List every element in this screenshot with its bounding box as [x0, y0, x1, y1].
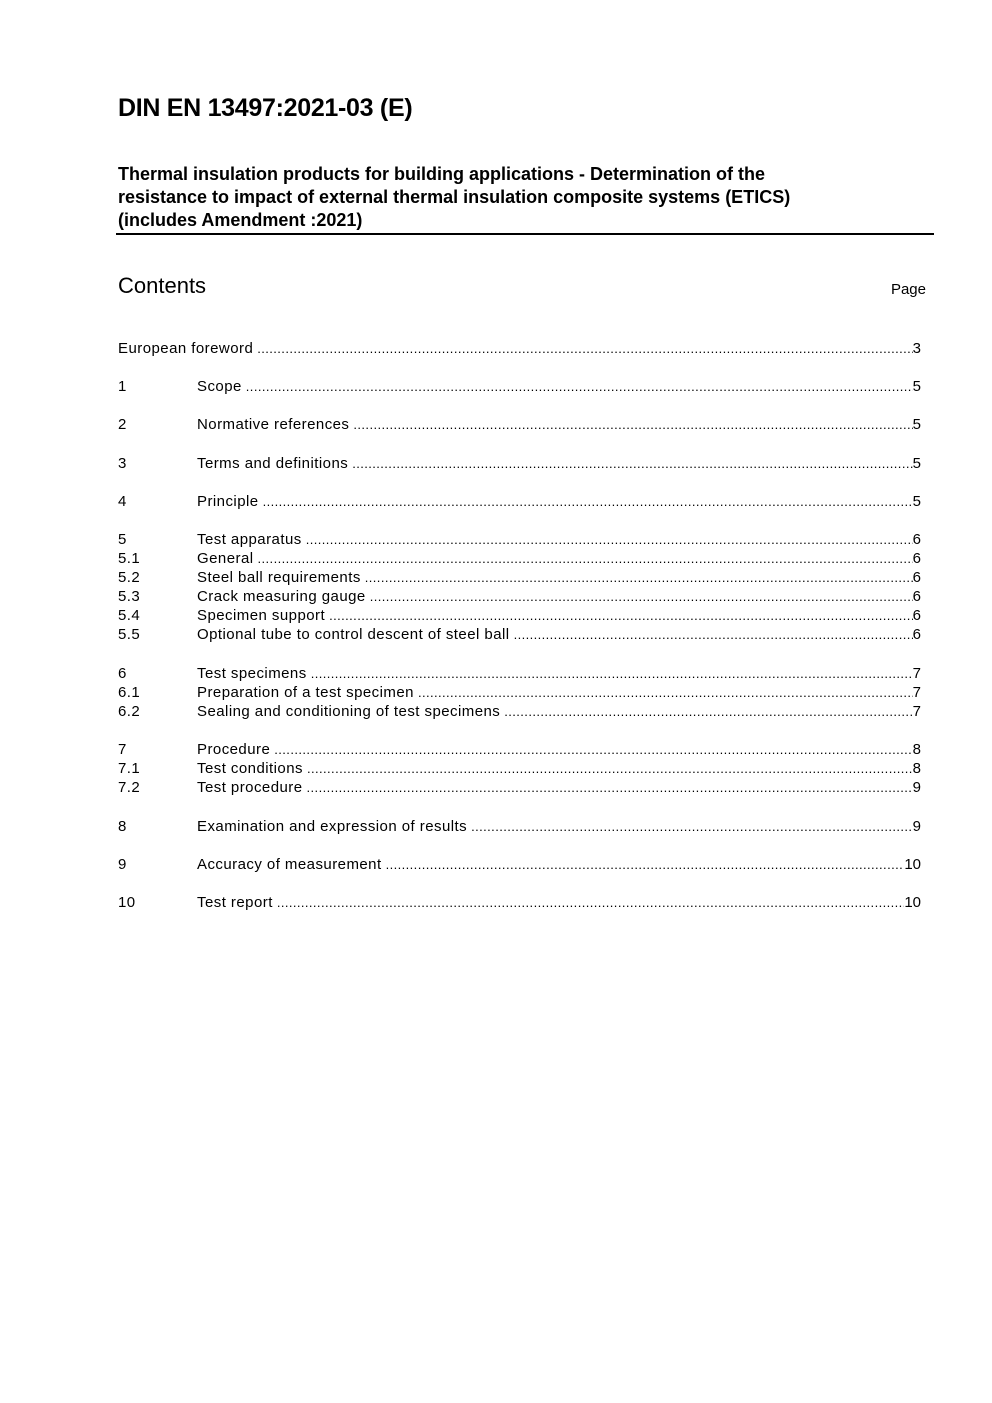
toc-entry-number: 6 [118, 665, 127, 682]
toc-entry[interactable] [118, 339, 921, 358]
toc-entry-page: 5 [912, 378, 921, 395]
toc-entry-page: 10 [904, 894, 921, 911]
toc-entry-number: 4 [118, 493, 127, 510]
toc-entry-title: Test apparatus [197, 531, 302, 548]
toc-entry[interactable] [118, 568, 921, 587]
toc-entry[interactable] [118, 702, 921, 721]
toc-entry-title: Normative references [197, 416, 350, 433]
toc-entry[interactable] [118, 759, 921, 778]
toc-entry-page: 6 [912, 531, 921, 548]
toc-entry-page: 8 [912, 741, 921, 758]
toc-entry-page: 6 [912, 626, 921, 643]
toc-entry[interactable] [118, 587, 921, 606]
toc-entry[interactable] [118, 683, 921, 702]
toc-entry-title: Preparation of a test specimen [197, 684, 414, 701]
toc-entry-number: 6.2 [118, 703, 141, 720]
toc-entry-title: Test procedure [197, 779, 303, 796]
toc-entry-title: Principle [197, 493, 259, 510]
toc-entry-page: 7 [912, 665, 921, 682]
toc-entry-page: 9 [912, 818, 921, 835]
toc-entry-page: 8 [912, 760, 921, 777]
toc-entry[interactable] [118, 664, 921, 683]
toc-leader-dots [307, 778, 913, 797]
toc-entry-number: 2 [118, 416, 127, 433]
toc-leader-dots [353, 415, 912, 434]
toc-entry-number: 1 [118, 378, 127, 395]
toc-entry[interactable] [118, 377, 921, 396]
toc-entry-number: 7.2 [118, 779, 141, 796]
toc-entry-title: Crack measuring gauge [197, 588, 366, 605]
toc-entry-page: 3 [912, 340, 921, 357]
toc-entry-title: European foreword [118, 340, 254, 357]
toc-leader-dots [471, 817, 913, 836]
toc-leader-dots [352, 454, 912, 473]
toc-entry-title: Test specimens [197, 665, 307, 682]
toc-entry-title: Examination and expression of results [197, 818, 468, 835]
toc-entry-number: 10 [118, 894, 136, 911]
toc-entry-title: Scope [197, 378, 242, 395]
toc-entry[interactable] [118, 454, 921, 473]
toc-leader-dots [277, 893, 905, 912]
subtitle-line: resistance to impact of external thermal insulation composite systems (ETICS) [118, 187, 791, 207]
toc-leader-dots [329, 606, 913, 625]
toc-entry-title: Procedure [197, 741, 271, 758]
toc-entry[interactable] [118, 893, 921, 912]
toc-entry-title: Accuracy of measurement [197, 856, 382, 873]
toc-entry[interactable] [118, 625, 921, 644]
toc-entry-page: 7 [912, 684, 921, 701]
toc-entry-number: 7 [118, 741, 127, 758]
toc-entry-page: 9 [912, 779, 921, 796]
contents-heading: Contents [118, 273, 207, 298]
toc-entry[interactable] [118, 415, 921, 434]
toc-entry-page: 6 [912, 569, 921, 586]
document-id: DIN EN 13497:2021-03 (E) [118, 94, 413, 122]
toc-entry-number: 7.1 [118, 760, 141, 777]
toc-entry[interactable] [118, 778, 921, 797]
toc-leader-dots [307, 759, 913, 778]
toc-leader-dots [263, 492, 913, 511]
toc-entry-page: 10 [904, 856, 921, 873]
toc-entry-number: 5.5 [118, 626, 141, 643]
toc-leader-dots [274, 740, 912, 759]
toc-entry-page: 5 [912, 493, 921, 510]
toc-entry-page: 5 [912, 455, 921, 472]
toc-leader-dots [386, 855, 905, 874]
toc-leader-dots [306, 530, 913, 549]
toc-entry[interactable] [118, 817, 921, 836]
title-divider [116, 233, 934, 235]
toc-entry-number: 8 [118, 818, 127, 835]
toc-entry[interactable] [118, 549, 921, 568]
toc-entry-page: 5 [912, 416, 921, 433]
subtitle-line: (includes Amendment :2021) [118, 210, 363, 230]
toc-entry-number: 5 [118, 531, 127, 548]
toc-entry-number: 6.1 [118, 684, 141, 701]
toc-entry[interactable] [118, 855, 921, 874]
toc-entry-number: 5.3 [118, 588, 141, 605]
toc-leader-dots [418, 683, 913, 702]
toc-entry-page: 7 [912, 703, 921, 720]
toc-entry-page: 6 [912, 607, 921, 624]
toc-entry-title: Specimen support [197, 607, 326, 624]
toc-entry-title: Optional tube to control descent of steel ball [197, 626, 510, 643]
toc-entry[interactable] [118, 530, 921, 549]
toc-entry-title: General [197, 550, 254, 567]
toc-entry-title: Test conditions [197, 760, 303, 777]
toc-entry-number: 9 [118, 856, 127, 873]
toc-leader-dots [311, 664, 913, 683]
page-column-label: Page [890, 281, 926, 298]
toc-entry-page: 6 [912, 588, 921, 605]
toc-leader-dots [246, 377, 913, 396]
toc-entry[interactable] [118, 740, 921, 759]
toc-leader-dots [370, 587, 913, 606]
toc-leader-dots [365, 568, 913, 587]
toc-leader-dots [504, 702, 912, 721]
toc-entry-title: Steel ball requirements [197, 569, 361, 586]
toc-entry-number: 3 [118, 455, 127, 472]
toc-entry-number: 5.4 [118, 607, 141, 624]
document-subtitle [118, 163, 908, 232]
subtitle-line: Thermal insulation products for building applications - Determination of the [118, 164, 766, 184]
toc-leader-dots [514, 625, 913, 644]
toc-entry-title: Sealing and conditioning of test specimens [197, 703, 501, 720]
toc-entry-number: 5.2 [118, 569, 141, 586]
toc-entry-page: 6 [912, 550, 921, 567]
toc-entry-title: Terms and definitions [197, 455, 349, 472]
toc-entry-number: 5.1 [118, 550, 141, 567]
toc-entry-title: Test report [197, 894, 273, 911]
toc-leader-dots [258, 549, 913, 568]
toc-entry[interactable] [118, 492, 921, 511]
toc-entry[interactable] [118, 606, 921, 625]
toc-leader-dots [257, 339, 912, 358]
